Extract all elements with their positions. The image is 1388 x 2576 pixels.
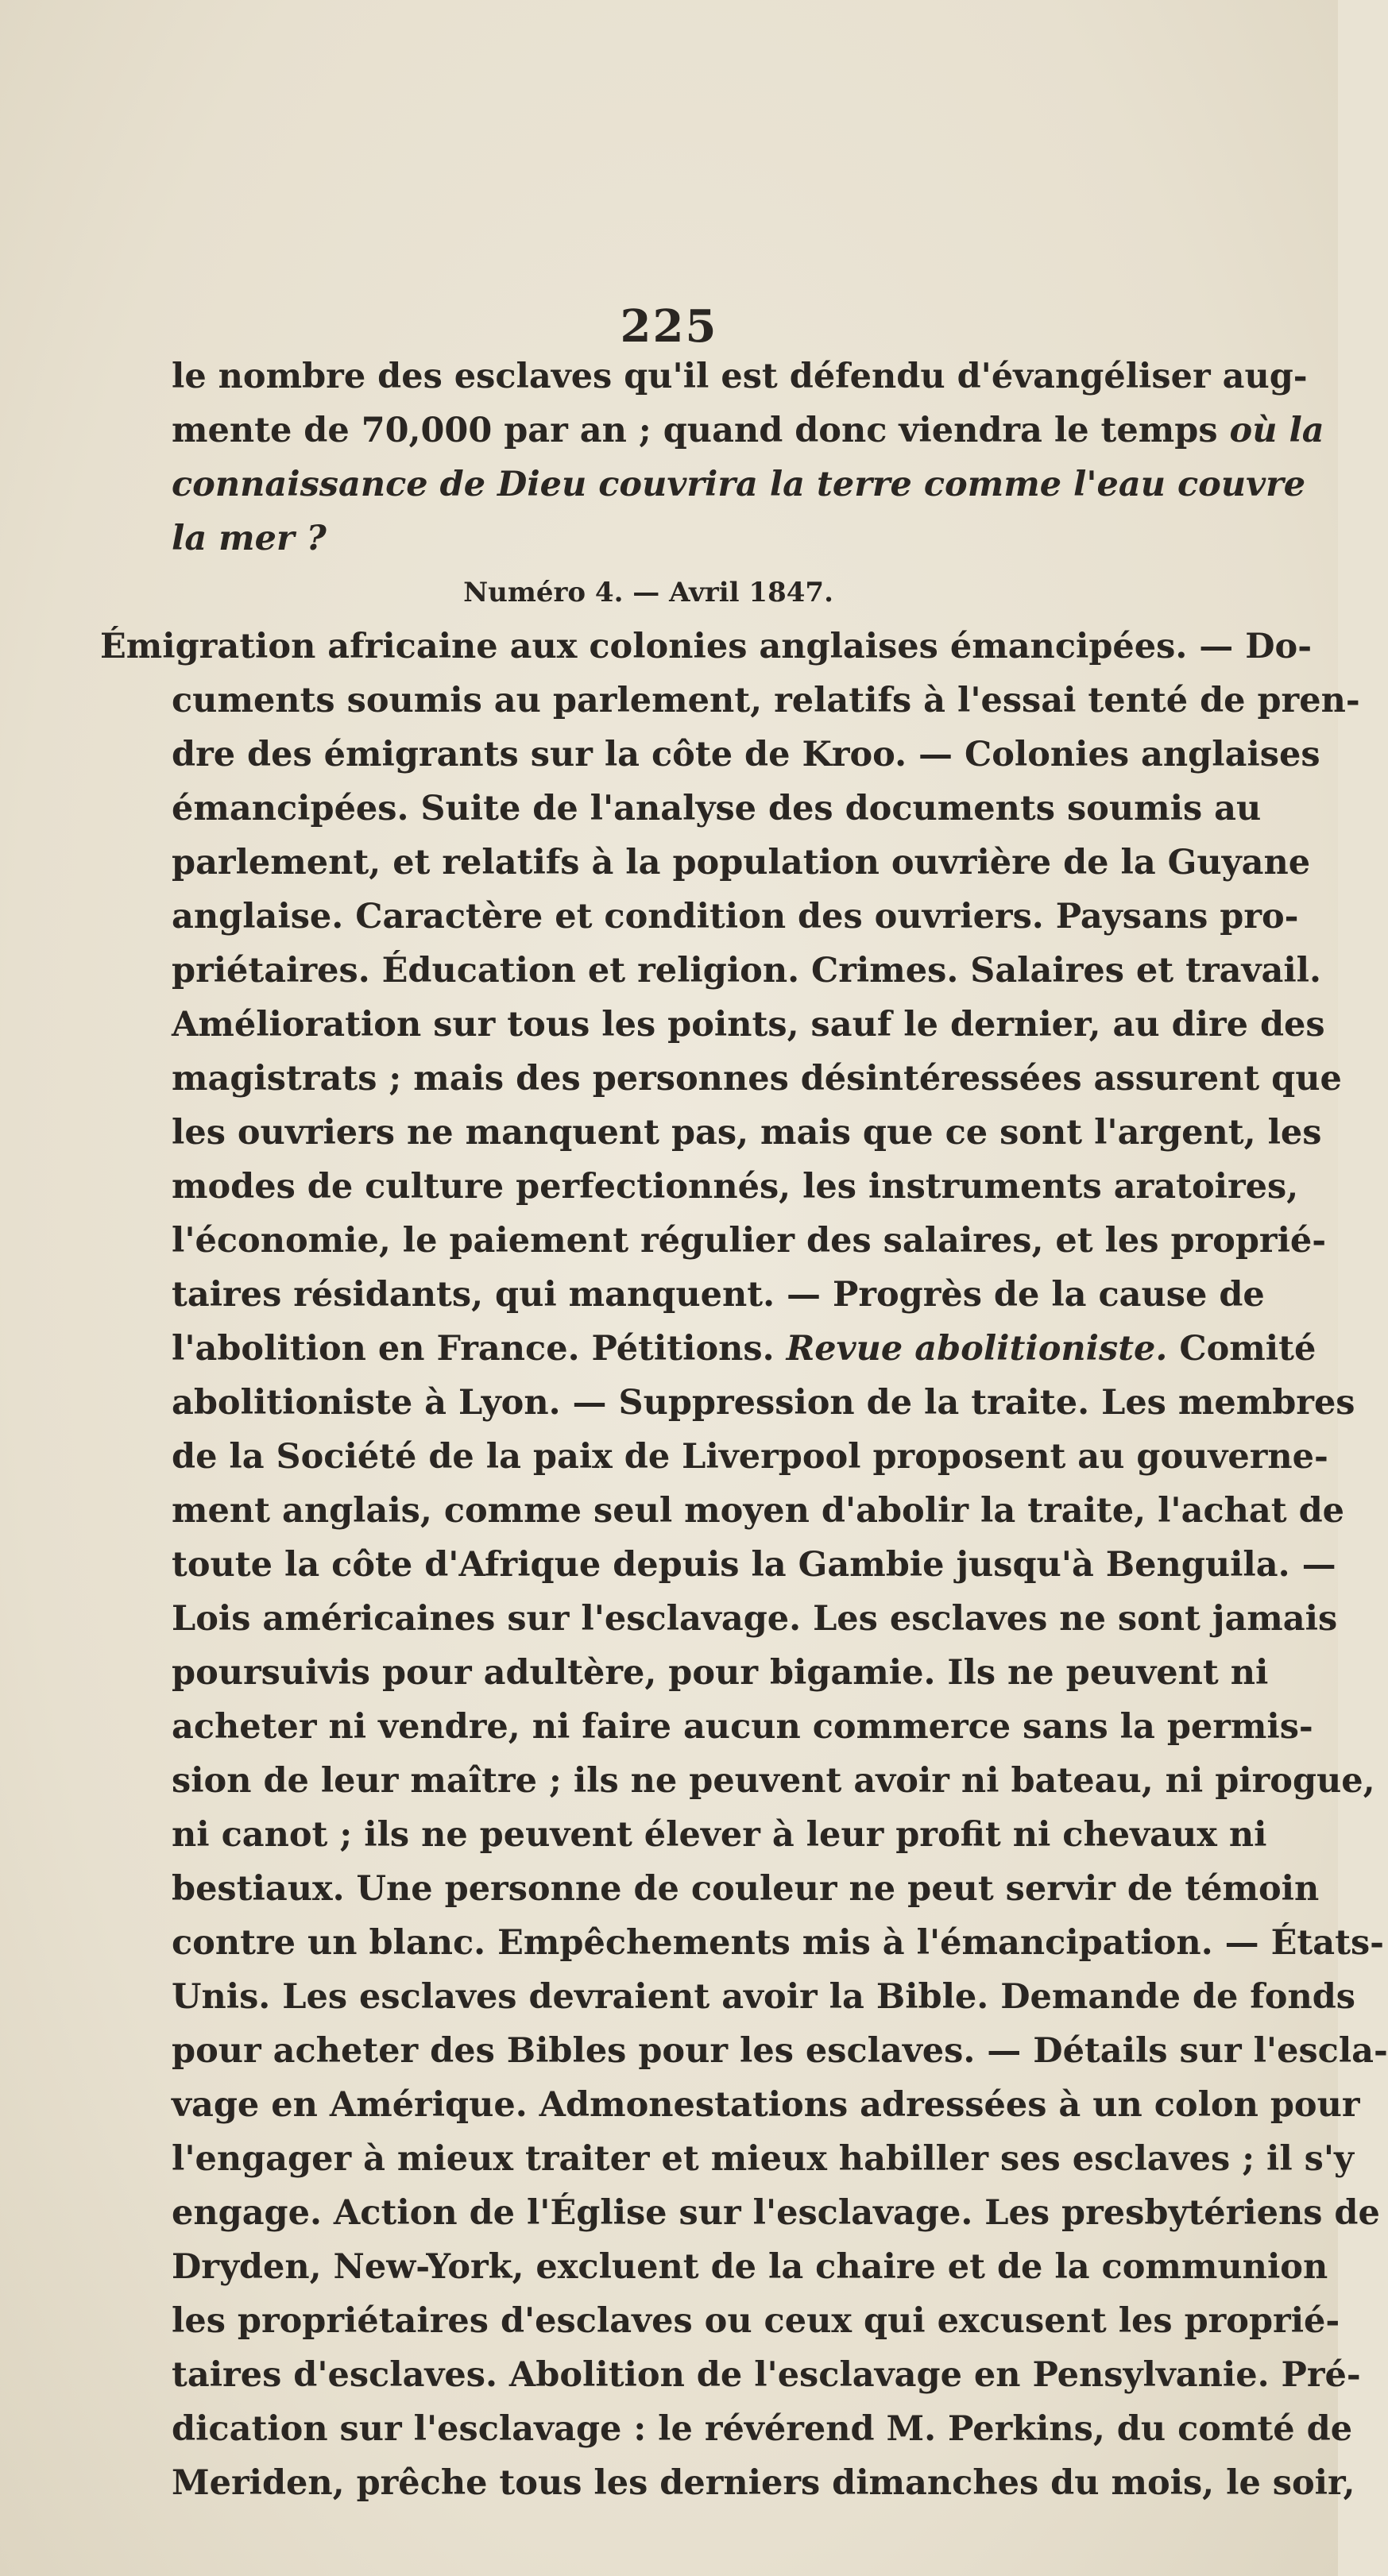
- text-line: Unis. Les esclaves devraient avoir la Bible. Demande de fonds: [172, 1977, 1356, 2017]
- text-line: Émigration africaine aux colonies anglaises émancipées. — Do-: [100, 627, 1313, 666]
- text-line: de la Société de la paix de Liverpool proposent au gouverne-: [172, 1437, 1328, 1477]
- text-line: bestiaux. Une personne de couleur ne peut servir de témoin: [172, 1869, 1320, 1909]
- page-number: 225: [620, 300, 718, 353]
- text-line: vage en Amérique. Admonestations adressées à un colon pour: [172, 2085, 1360, 2125]
- text-line: taires résidants, qui manquent. — Progrès de la cause de: [172, 1275, 1265, 1315]
- text-line: l'abolition en France. Pétitions. Revue abolitioniste. Comité: [172, 1329, 1316, 1369]
- text-line: les ouvriers ne manquent pas, mais que ce sont l'argent, les: [172, 1113, 1322, 1153]
- text-line: l'économie, le paiement régulier des salaires, et les proprié-: [172, 1221, 1327, 1261]
- text-line: Amélioration sur tous les points, sauf le dernier, au dire des: [172, 1005, 1325, 1045]
- text-line: contre un blanc. Empêchements mis à l'émancipation. — États-: [172, 1923, 1385, 1963]
- text-line: magistrats ; mais des personnes désintéressées assurent que: [172, 1059, 1342, 1099]
- text-line: acheter ni vendre, ni faire aucun commerce sans la permis-: [172, 1707, 1313, 1747]
- text-line: le nombre des esclaves qu'il est défendu d'évangéliser aug-: [172, 357, 1308, 396]
- text-line: parlement, et relatifs à la population ouvrière de la Guyane: [172, 843, 1311, 882]
- text-line: anglaise. Caractère et condition des ouvriers. Paysans pro-: [172, 897, 1299, 937]
- section-heading: Numéro 4. — Avril 1847.: [463, 577, 833, 608]
- text-line: Meriden, prêche tous les derniers dimanches du mois, le soir,: [172, 2463, 1355, 2503]
- italic-phrase: où la: [1229, 411, 1324, 450]
- text-line: l'engager à mieux traiter et mieux habiller ses esclaves ; il s'y: [172, 2139, 1355, 2179]
- text-line: priétaires. Éducation et religion. Crimes. Salaires et travail.: [172, 951, 1321, 991]
- text-line: ni canot ; ils ne peuvent élever à leur profit ni chevaux ni: [172, 1815, 1267, 1855]
- text-line: poursuivis pour adultère, pour bigamie. Ils ne peuvent ni: [172, 1653, 1269, 1693]
- text-line: mente de 70,000 par an ; quand donc viendra le temps où la: [172, 411, 1324, 450]
- text-line: ment anglais, comme seul moyen d'abolir la traite, l'achat de: [172, 1491, 1345, 1531]
- text-line: modes de culture perfectionnés, les instruments aratoires,: [172, 1167, 1299, 1207]
- text-line: la mer ?: [172, 519, 327, 558]
- text-line: dication sur l'esclavage : le révérend M. Perkins, du comté de: [172, 2409, 1353, 2449]
- text-line: émancipées. Suite de l'analyse des documents soumis au: [172, 789, 1262, 828]
- text-line: Dryden, New-York, excluent de la chaire et de la communion: [172, 2247, 1328, 2287]
- text-line: abolitioniste à Lyon. — Suppression de la traite. Les membres: [172, 1383, 1355, 1423]
- text-line: les propriétaires d'esclaves ou ceux qui excusent les proprié-: [172, 2301, 1340, 2341]
- text-line: Lois américaines sur l'esclavage. Les esclaves ne sont jamais: [172, 1599, 1338, 1639]
- text-line: taires d'esclaves. Abolition de l'esclavage en Pensylvanie. Pré-: [172, 2355, 1361, 2395]
- page-text: [100, 350, 1388, 2510]
- text-line: pour acheter des Bibles pour les esclaves. — Détails sur l'escla-: [172, 2031, 1388, 2071]
- text-line: cuments soumis au parlement, relatifs à l'essai tenté de pren-: [172, 681, 1360, 720]
- italic-phrase: Revue abolitioniste.: [786, 1329, 1168, 1369]
- text-line: dre des émigrants sur la côte de Kroo. — Colonies anglaises: [172, 735, 1320, 774]
- text-line: connaissance de Dieu couvrira la terre comme l'eau couvre: [172, 465, 1306, 504]
- text-line: engage. Action de l'Église sur l'esclavage. Les presbytériens de: [172, 2193, 1380, 2233]
- text-line: toute la côte d'Afrique depuis la Gambie jusqu'à Benguila. —: [172, 1545, 1336, 1585]
- text-line: sion de leur maître ; ils ne peuvent avoir ni bateau, ni pirogue,: [172, 1761, 1375, 1801]
